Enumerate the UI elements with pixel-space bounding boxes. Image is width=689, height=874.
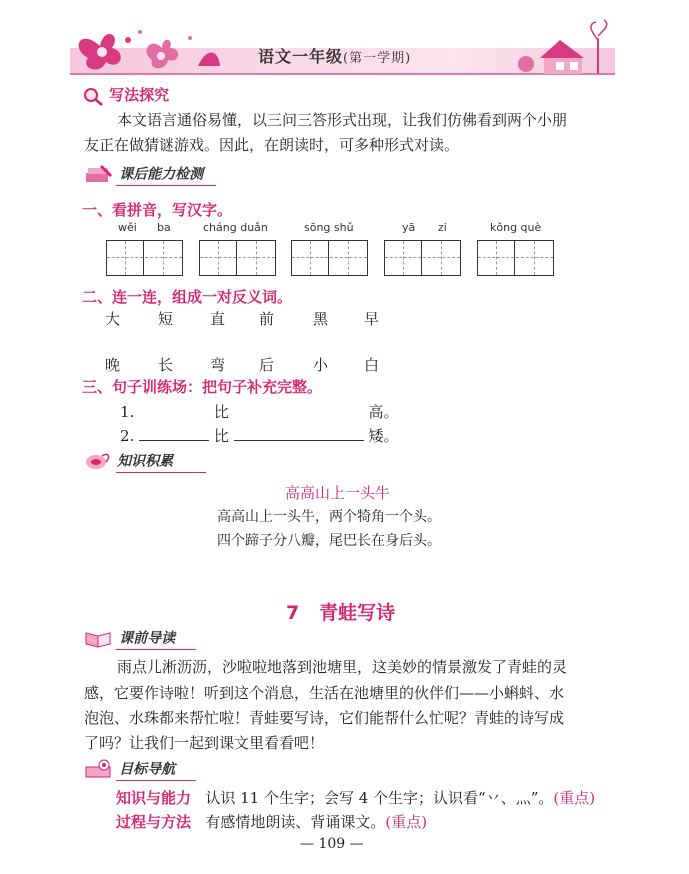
house-decoration-icon xyxy=(510,18,615,76)
poem-title: 高高山上一头牛 xyxy=(285,484,391,502)
match-bottom-word[interactable]: 白 xyxy=(364,356,380,374)
pinyin-songshu: sōng shǔ xyxy=(304,221,354,234)
heading-rule xyxy=(116,780,196,781)
match-top-word[interactable]: 黑 xyxy=(313,310,329,328)
match-bottom-word[interactable]: 后 xyxy=(259,356,275,374)
q1-title: 一、看拼音，写汉字。 xyxy=(82,201,233,219)
sentence-item-2: 2. 比 矮。 xyxy=(120,427,399,445)
section-heading-zhishi: 知识积累 xyxy=(84,450,173,472)
magnifier-icon xyxy=(82,86,104,106)
heading-rule xyxy=(116,649,196,650)
poem-line: 高高山上一头牛，两个犄角一个头。 xyxy=(217,509,441,525)
writing-grid-kongque[interactable] xyxy=(477,240,554,276)
page-number: — 109 — xyxy=(300,836,364,852)
knowledge-leaf-icon xyxy=(84,450,112,472)
poem-line: 四个蹄子分八瓣，尾巴长在身后头。 xyxy=(217,533,441,549)
grid-cell[interactable] xyxy=(478,241,515,275)
xiefa-line-2: 友正在做猜谜游戏。因此，在朗读时，可多种形式对读。 xyxy=(84,136,460,154)
section-heading-goal: 目标导航 xyxy=(84,758,175,780)
xiefa-line-1: 本文语言通俗易懂，以三问三答形式出现，让我们仿佛看到两个小朋 xyxy=(117,111,568,129)
goal-item: 知识与能力 认识 11 个生字；会写 4 个生字；认识看“丷、灬”。(重点) xyxy=(116,789,596,807)
match-top-word[interactable]: 短 xyxy=(158,310,174,328)
blank-field[interactable] xyxy=(139,403,209,417)
section-heading-xiefa: 写法探究 xyxy=(82,84,169,106)
lesson-title: 7 青蛙写诗 xyxy=(286,602,396,624)
grid-cell[interactable] xyxy=(516,241,553,275)
pinyin-changduan: cháng duǎn xyxy=(203,221,268,234)
pinyin-yazi-2: zi xyxy=(438,221,447,234)
pinyin-weiba-2: ba xyxy=(157,221,171,234)
section-heading-kqdd: 课前导读 xyxy=(84,627,175,649)
match-top-word[interactable]: 直 xyxy=(210,310,226,328)
heading-rule xyxy=(116,185,216,186)
match-bottom-word[interactable]: 弯 xyxy=(210,356,226,374)
match-bottom-word[interactable]: 长 xyxy=(158,356,174,374)
writing-grid-changduan[interactable] xyxy=(199,240,276,276)
writing-grid-yazi[interactable] xyxy=(384,240,461,276)
pinyin-yazi-1: yā xyxy=(402,221,416,234)
writing-grid-songshu[interactable] xyxy=(291,240,368,276)
grid-cell[interactable] xyxy=(107,241,144,275)
pinyin-weiba-1: wěi xyxy=(118,221,137,234)
flower-decoration-icon xyxy=(70,18,230,76)
header-title: 语文一年级(第一学期) xyxy=(258,47,412,66)
match-bottom-word[interactable]: 小 xyxy=(313,356,329,374)
kqdd-line: 了吗？让我们一起到课文里看看吧！ xyxy=(84,734,325,752)
grid-cell[interactable] xyxy=(385,241,422,275)
pencil-books-icon xyxy=(84,163,114,185)
blank-field[interactable] xyxy=(234,403,364,417)
q3-title: 三、句子训练场：把句子补充完整。 xyxy=(82,378,323,396)
blank-field[interactable] xyxy=(234,426,364,441)
kqdd-line: 泡泡、水珠都来帮忙啦！青蛙要写诗，它们能帮什么忙呢？青蛙的诗写成 xyxy=(84,709,565,727)
kqdd-line: 雨点儿淅沥沥，沙啦啦地落到池塘里，这美妙的情景激发了青蛙的灵 xyxy=(117,658,568,676)
match-top-word[interactable]: 早 xyxy=(364,310,380,328)
match-top-word[interactable]: 大 xyxy=(105,310,121,328)
target-book-icon xyxy=(84,758,114,780)
page-header xyxy=(70,18,615,76)
blank-field[interactable] xyxy=(139,426,209,441)
grid-cell[interactable] xyxy=(145,241,182,275)
sentence-item-1: 1. 比 高。 xyxy=(120,403,399,421)
match-bottom-word[interactable]: 晚 xyxy=(105,356,121,374)
match-top-word[interactable]: 前 xyxy=(259,310,275,328)
goal-item: 过程与方法 有感情地朗读、背诵课文。(重点) xyxy=(116,813,428,831)
q2-title: 二、连一连，组成一对反义词。 xyxy=(82,288,293,306)
section-heading-check: 课后能力检测 xyxy=(84,163,203,185)
writing-grid-weiba[interactable] xyxy=(106,240,183,276)
open-book-icon xyxy=(84,627,114,649)
grid-cell[interactable] xyxy=(330,241,367,275)
grid-cell[interactable] xyxy=(200,241,237,275)
kqdd-line: 感，它要作诗啦！听到这个消息，生活在池塘里的伙伴们——小蝌蚪、水 xyxy=(84,684,565,702)
heading-rule xyxy=(116,472,206,473)
pinyin-kongque: kǒng què xyxy=(490,221,542,234)
grid-cell[interactable] xyxy=(238,241,275,275)
grid-cell[interactable] xyxy=(423,241,460,275)
grid-cell[interactable] xyxy=(292,241,329,275)
